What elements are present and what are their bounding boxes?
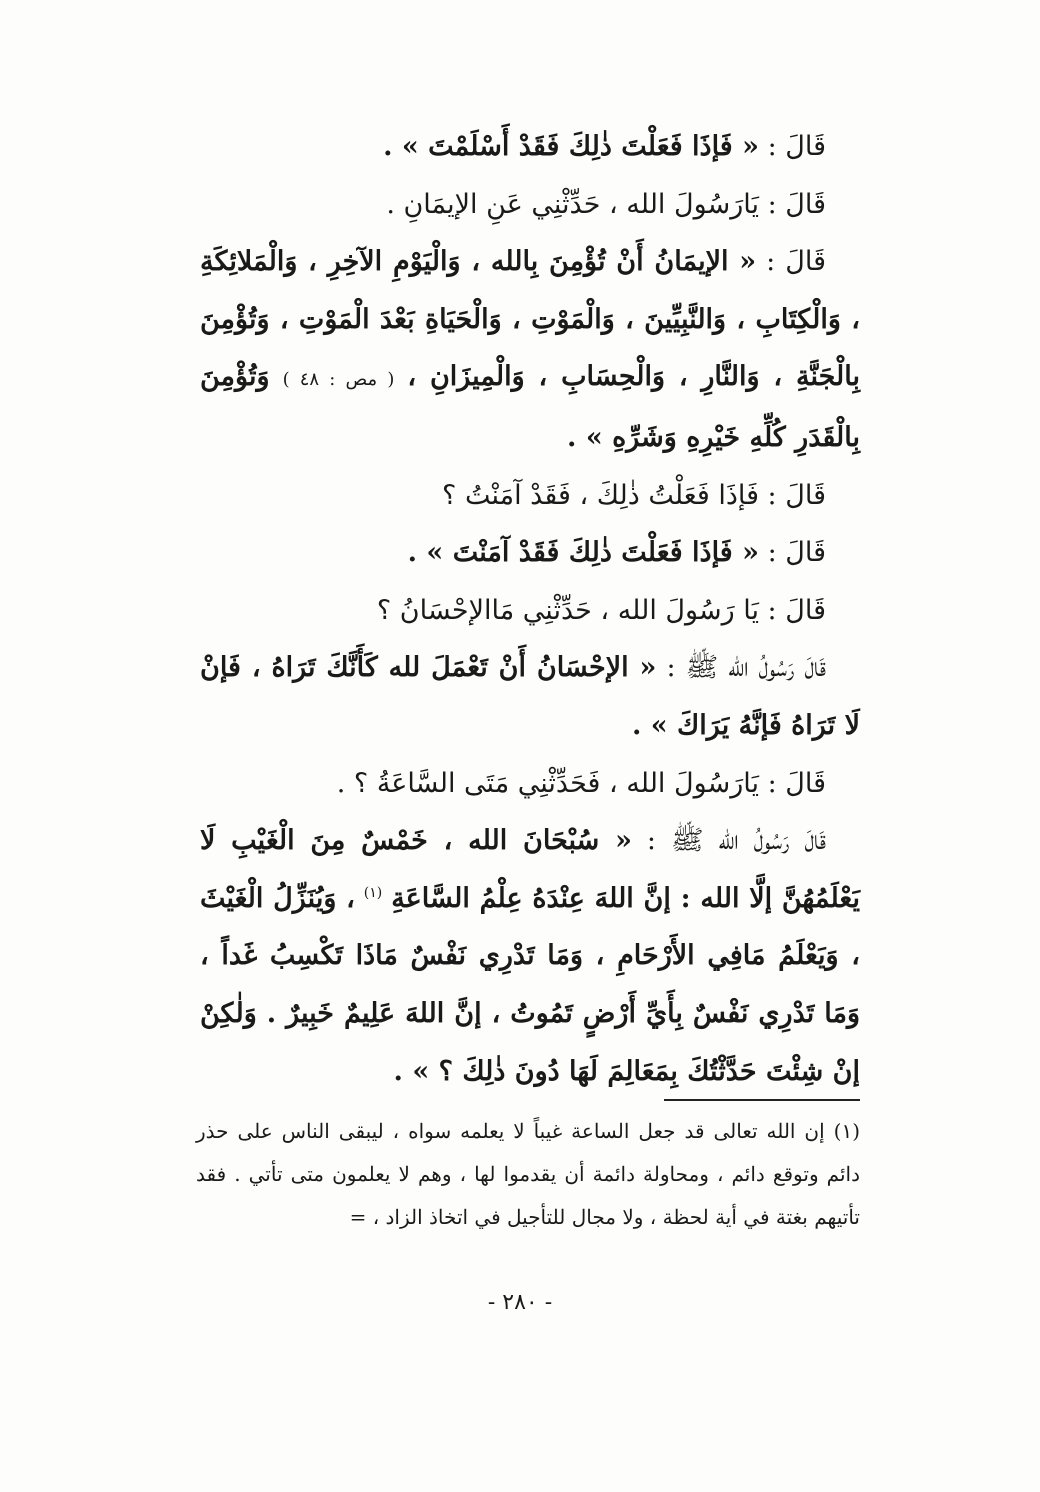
paragraph-2 [200,176,860,234]
paragraph-8 [200,755,860,813]
paragraph-prefix: قَالَ : [758,131,826,162]
quoted-text: « الإحْسَانُ أَنْ تَعْمَلَ لله كَأَنَّكَ تَرَاهُ ، فَإنْ لَا تَرَاهُ فَإنَّهُ يَرَاكَ » . [200,652,860,741]
paragraph-5 [200,524,860,582]
paragraph-prefix: قَالَ رَسُولُ الله ﷺ : [631,825,826,857]
paragraph-prefix: قَالَ : يَارَسُولَ الله ، حَدِّثْنِي عَنِ الإيمَانِ . [386,188,826,220]
paragraph-4 [200,467,860,525]
quoted-text: « فَإذَا فَعَلْتَ ذٰلِكَ فَقَدْ آمَنْتَ » . [407,537,759,569]
paragraph-prefix: قَالَ : [756,246,826,278]
footnote [196,1110,860,1239]
paragraph-3 [200,233,860,466]
quoted-text: « الإيمَانُ أَنْ تُؤْمِنَ بِالله ، وَالْيَوْمِ الآخِرِ ، وَالْمَلائِكَةِ ، وَالْكِتَابِ ، وَالنَّبِيِّينَ ، وَالْمَوْتِ ، وَالْحَيَاةِ بَعْدَ الْمَوْتِ ، وَتُؤْمِنَ بِالْجَنَّةِ ، وَالنَّارِ ، وَالْحِسَابِ ، وَالْمِيزَانِ ، [200,246,860,393]
footnote-divider [664,1099,860,1101]
page-reference: ( مص : ٤٨ ) [282,369,395,391]
quoted-text: « فَإذَا فَعَلْتَ ذٰلِكَ فَقَدْ أَسْلَمْتَ » . [383,131,759,162]
paragraph-prefix: قَالَ : [758,537,826,569]
main-text [200,118,860,1100]
paragraph-prefix: قَالَ : فَإذَا فَعَلْتُ ذٰلِكَ ، فَقَدْ آمَنْتُ ؟ [442,479,826,511]
paragraph-prefix: قَالَ : يَا رَسُولَ الله ، حَدِّثْنِي مَاالإحْسَانُ ؟ [376,594,826,626]
quoted-text-continued: وَتُؤْمِنَ بِالْقَدَرِ كُلِّهِ خَيْرِهِ وَشَرِّهِ » . [200,361,860,453]
quoted-text: « سُبْحَانَ الله ، خَمْسٌ مِنَ الْغَيْبِ لَا يَعْلَمُهُنَّ إلَّا الله : إنَّ اللهَ عِنْدَهُ عِلْمُ السَّاعَةِ [200,825,860,914]
page-number: - ٢٨٠ - [487,1290,553,1315]
paragraph-9 [200,812,860,1100]
footnote-marker: (١) [363,884,383,901]
paragraph-6 [200,582,860,640]
paragraph-prefix: قَالَ رَسُولُ الله ﷺ : [656,652,826,684]
paragraph-prefix: قَالَ : يَارَسُولَ الله ، فَحَدِّثْنِي مَتَى السَّاعَةُ ؟ . [336,767,826,799]
quoted-text-continued: ، وَيُنَزِّلُ الْغَيْثَ ، وَيَعْلَمُ مَافِي الأَرْحَامِ ، وَمَا تَدْرِي نَفْسٌ مَاذَا تَكْسِبُ غَداً ، وَمَا تَدْرِي نَفْسٌ بِأَيِّ أَرْضٍ تَمُوتُ ، إنَّ اللهَ عَلِيمٌ خَبِيرٌ . وَلٰكِنْ إنْ شِئْتَ حَدَّثْتُكَ بِمَعَالِمَ لَهَا دُونَ ذٰلِكَ ؟ » . [200,882,860,1087]
paragraph-1 [200,118,860,176]
footnote-text: (١) إن الله تعالى قد جعل الساعة غيباً لا يعلمه سواه ، ليبقى الناس على حذر دائم وتوقع دائم ، ومحاولة دائمة أن يقدموا لها ، وهم لا يعلمون متى تأتي . فقد تأتيهم بغتة في أية لحظة ، ولا مجال للتأجيل في اتخاذ الزاد ، = [196,1119,860,1229]
paragraph-7 [200,639,860,754]
